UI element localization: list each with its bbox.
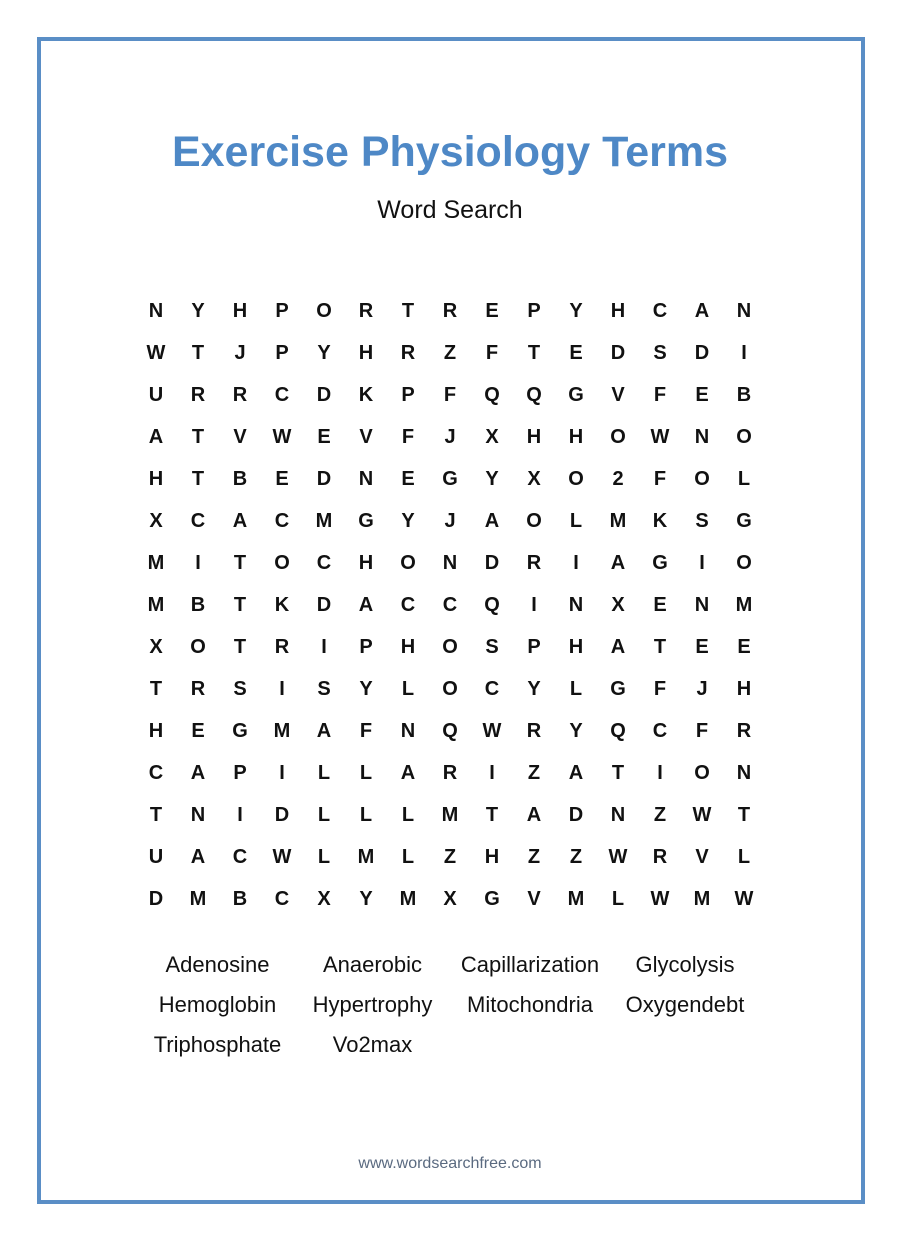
grid-letter: T bbox=[191, 425, 205, 448]
grid-letter: D bbox=[316, 593, 332, 616]
grid-letter: E bbox=[317, 425, 331, 448]
grid-letter: D bbox=[316, 383, 332, 406]
grid-letter: B bbox=[190, 593, 206, 616]
grid-letter: D bbox=[274, 803, 290, 826]
grid-letter: P bbox=[401, 383, 415, 406]
grid-letter: N bbox=[400, 719, 416, 742]
grid-letter: T bbox=[149, 803, 163, 826]
grid-letter: N bbox=[190, 803, 206, 826]
grid-letter: I bbox=[321, 635, 327, 658]
grid-letter: D bbox=[484, 551, 500, 574]
grid-letter: A bbox=[316, 719, 332, 742]
grid-letter: Y bbox=[359, 887, 373, 910]
grid-letter: T bbox=[191, 467, 205, 490]
grid-letter: V bbox=[527, 887, 541, 910]
grid-letter: I bbox=[489, 761, 495, 784]
grid-letter: L bbox=[359, 761, 373, 784]
grid-letter: G bbox=[610, 677, 626, 700]
grid-letter: H bbox=[568, 635, 584, 658]
grid-letter: R bbox=[526, 719, 542, 742]
grid-letter: F bbox=[485, 341, 499, 364]
grid-letter: S bbox=[695, 509, 709, 532]
grid-letter: C bbox=[652, 719, 668, 742]
grid-letter: T bbox=[401, 299, 415, 322]
grid-letter: N bbox=[568, 593, 584, 616]
grid-letter: E bbox=[569, 341, 583, 364]
grid-letter: G bbox=[652, 551, 668, 574]
grid-letter: L bbox=[401, 803, 415, 826]
letter-grid bbox=[135, 290, 765, 920]
grid-letter: A bbox=[190, 845, 206, 868]
grid-letter: M bbox=[147, 551, 165, 574]
grid-letter: Y bbox=[359, 677, 373, 700]
grid-letter: I bbox=[531, 593, 537, 616]
grid-letter: V bbox=[611, 383, 625, 406]
grid-letter: K bbox=[358, 383, 374, 406]
grid-letter: L bbox=[401, 677, 415, 700]
grid-letter: F bbox=[653, 677, 667, 700]
word-list-item: Vo2max bbox=[332, 1032, 413, 1057]
grid-letter: Q bbox=[442, 719, 458, 742]
grid-letter: A bbox=[484, 509, 500, 532]
grid-letter: O bbox=[610, 425, 626, 448]
word-list-row bbox=[140, 945, 760, 985]
grid-letter: Y bbox=[401, 509, 415, 532]
grid-letter: A bbox=[610, 551, 626, 574]
grid-letter: L bbox=[359, 803, 373, 826]
grid-letter: K bbox=[274, 593, 290, 616]
grid-letter: X bbox=[485, 425, 499, 448]
grid-letter: C bbox=[484, 677, 500, 700]
grid-letter: V bbox=[359, 425, 373, 448]
grid-letter: E bbox=[401, 467, 415, 490]
grid-letter: T bbox=[485, 803, 499, 826]
grid-letter: G bbox=[358, 509, 374, 532]
grid-letter: L bbox=[569, 509, 583, 532]
grid-letter: S bbox=[653, 341, 667, 364]
grid-letter: Y bbox=[569, 299, 583, 322]
word-list-item: Mitochondria bbox=[467, 992, 593, 1017]
grid-letter: H bbox=[736, 677, 752, 700]
grid-letter: E bbox=[695, 635, 709, 658]
grid-letter: E bbox=[653, 593, 667, 616]
grid-letter: Z bbox=[569, 845, 583, 868]
grid-letter: C bbox=[190, 509, 206, 532]
grid-letter: G bbox=[232, 719, 248, 742]
grid-letter: G bbox=[442, 467, 458, 490]
grid-letter: T bbox=[737, 803, 751, 826]
grid-letter: S bbox=[233, 677, 247, 700]
word-list-item: Triphosphate bbox=[153, 1032, 282, 1057]
grid-letter: H bbox=[568, 425, 584, 448]
grid-letter: W bbox=[482, 719, 502, 742]
grid-letter: B bbox=[232, 887, 248, 910]
grid-letter: M bbox=[735, 593, 753, 616]
grid-letter: Y bbox=[191, 299, 205, 322]
grid-letter: N bbox=[148, 299, 164, 322]
grid-letter: E bbox=[275, 467, 289, 490]
grid-letter: Z bbox=[653, 803, 667, 826]
grid-letter: I bbox=[279, 677, 285, 700]
grid-letter: R bbox=[190, 383, 206, 406]
grid-letter: U bbox=[148, 383, 164, 406]
grid-letter: H bbox=[358, 341, 374, 364]
grid-letter: Z bbox=[443, 845, 457, 868]
grid-letter: K bbox=[652, 509, 668, 532]
grid-letter: J bbox=[234, 341, 246, 364]
grid-letter: J bbox=[696, 677, 708, 700]
grid-letter: Y bbox=[317, 341, 331, 364]
grid-letter: H bbox=[148, 467, 164, 490]
grid-letter: X bbox=[611, 593, 625, 616]
grid-letter: M bbox=[693, 887, 711, 910]
grid-letter: O bbox=[526, 509, 542, 532]
grid-letter: Y bbox=[485, 467, 499, 490]
grid-letter: A bbox=[400, 761, 416, 784]
grid-letter: C bbox=[232, 845, 248, 868]
word-list-item: Anaerobic bbox=[322, 952, 423, 977]
grid-letter: G bbox=[736, 509, 752, 532]
grid-letter: L bbox=[737, 467, 751, 490]
grid-letter: P bbox=[275, 299, 289, 322]
grid-letter: I bbox=[195, 551, 201, 574]
grid-letter: D bbox=[148, 887, 164, 910]
grid-letter: L bbox=[317, 761, 331, 784]
grid-letter: H bbox=[526, 425, 542, 448]
grid-letter: M bbox=[399, 887, 417, 910]
grid-letter: F bbox=[401, 425, 415, 448]
grid-letter: F bbox=[443, 383, 457, 406]
grid-letter: V bbox=[233, 425, 247, 448]
grid-letter: Q bbox=[484, 383, 500, 406]
grid-letter: X bbox=[149, 509, 163, 532]
grid-letter: L bbox=[569, 677, 583, 700]
grid-letter: H bbox=[232, 299, 248, 322]
grid-letter: V bbox=[695, 845, 709, 868]
grid-letter: Z bbox=[527, 845, 541, 868]
grid-letter: N bbox=[358, 467, 374, 490]
grid-letter: P bbox=[359, 635, 373, 658]
grid-letter: N bbox=[736, 299, 752, 322]
grid-letter: L bbox=[401, 845, 415, 868]
grid-letter: H bbox=[610, 299, 626, 322]
grid-letter: I bbox=[237, 803, 243, 826]
grid-letter: R bbox=[232, 383, 248, 406]
grid-letter: P bbox=[233, 761, 247, 784]
grid-letter: W bbox=[692, 803, 712, 826]
grid-letter: T bbox=[527, 341, 541, 364]
grid-letter: N bbox=[442, 551, 458, 574]
grid-letter: H bbox=[484, 845, 500, 868]
grid-letter: R bbox=[442, 761, 458, 784]
grid-letter: O bbox=[190, 635, 206, 658]
grid-letter: O bbox=[568, 467, 584, 490]
grid-letter: C bbox=[400, 593, 416, 616]
grid-letter: T bbox=[653, 635, 667, 658]
grid-letter: W bbox=[734, 887, 754, 910]
grid-letter: M bbox=[609, 509, 627, 532]
grid-letter: M bbox=[567, 887, 585, 910]
grid-letter: F bbox=[653, 467, 667, 490]
grid-letter: A bbox=[610, 635, 626, 658]
grid-letter: M bbox=[147, 593, 165, 616]
grid-letter: N bbox=[610, 803, 626, 826]
grid-letter: A bbox=[190, 761, 206, 784]
word-list-item: Hypertrophy bbox=[312, 992, 433, 1017]
grid-letter: S bbox=[317, 677, 331, 700]
grid-letter: L bbox=[611, 887, 625, 910]
grid-letter: O bbox=[442, 635, 458, 658]
grid-letter: Q bbox=[610, 719, 626, 742]
grid-letter: D bbox=[694, 341, 710, 364]
grid-letter: G bbox=[484, 887, 500, 910]
grid-letter: D bbox=[568, 803, 584, 826]
grid-letter: I bbox=[657, 761, 663, 784]
grid-letter: H bbox=[148, 719, 164, 742]
grid-letter: M bbox=[315, 509, 333, 532]
grid-letter: A bbox=[526, 803, 542, 826]
grid-letter: F bbox=[695, 719, 709, 742]
page-title: Exercise Physiology Terms bbox=[171, 128, 729, 176]
grid-letter: 2 bbox=[612, 467, 624, 490]
grid-letter: X bbox=[149, 635, 163, 658]
grid-letter: M bbox=[189, 887, 207, 910]
grid-letter: M bbox=[441, 803, 459, 826]
word-list-item: Hemoglobin bbox=[158, 992, 277, 1017]
grid-letter: J bbox=[444, 425, 456, 448]
grid-letter: A bbox=[232, 509, 248, 532]
grid-letter: O bbox=[274, 551, 290, 574]
grid-letter: B bbox=[736, 383, 752, 406]
grid-letter: C bbox=[316, 551, 332, 574]
grid-letter: Q bbox=[484, 593, 500, 616]
grid-letter: L bbox=[737, 845, 751, 868]
grid-letter: X bbox=[317, 887, 331, 910]
grid-letter: C bbox=[274, 383, 290, 406]
grid-letter: R bbox=[358, 299, 374, 322]
footer-url: www.wordsearchfree.com bbox=[358, 1155, 542, 1172]
grid-letter: N bbox=[694, 425, 710, 448]
grid-letter: X bbox=[527, 467, 541, 490]
grid-letter: U bbox=[148, 845, 164, 868]
grid-letter: O bbox=[442, 677, 458, 700]
grid-letter: M bbox=[273, 719, 291, 742]
grid-letter: Y bbox=[527, 677, 541, 700]
grid-letter: P bbox=[527, 299, 541, 322]
grid-letter: D bbox=[316, 467, 332, 490]
grid-letter: C bbox=[274, 887, 290, 910]
grid-letter: O bbox=[316, 299, 332, 322]
grid-letter: R bbox=[274, 635, 290, 658]
grid-letter: C bbox=[148, 761, 164, 784]
grid-letter: I bbox=[279, 761, 285, 784]
grid-letter: D bbox=[610, 341, 626, 364]
grid-letter: W bbox=[272, 845, 292, 868]
grid-letter: Q bbox=[526, 383, 542, 406]
grid-letter: W bbox=[650, 425, 670, 448]
grid-letter: O bbox=[694, 761, 710, 784]
grid-letter: M bbox=[357, 845, 375, 868]
grid-letter: H bbox=[400, 635, 416, 658]
grid-letter: Y bbox=[569, 719, 583, 742]
grid-letter: A bbox=[694, 299, 710, 322]
word-list-row bbox=[140, 1025, 760, 1065]
word-list-row bbox=[140, 985, 760, 1025]
grid-letter: W bbox=[146, 341, 166, 364]
word-list-item: Adenosine bbox=[165, 952, 270, 977]
grid-letter: Z bbox=[443, 341, 457, 364]
grid-letter: P bbox=[527, 635, 541, 658]
grid-letter: J bbox=[444, 509, 456, 532]
grid-letter: T bbox=[233, 635, 247, 658]
grid-letter: T bbox=[149, 677, 163, 700]
grid-letter: I bbox=[699, 551, 705, 574]
grid-letter: T bbox=[233, 593, 247, 616]
page-subtitle: Word Search bbox=[377, 196, 523, 224]
grid-letter: R bbox=[400, 341, 416, 364]
grid-letter: P bbox=[275, 341, 289, 364]
grid-letter: T bbox=[611, 761, 625, 784]
grid-letter: O bbox=[736, 551, 752, 574]
grid-letter: O bbox=[736, 425, 752, 448]
word-list-item: Glycolysis bbox=[635, 952, 735, 977]
grid-letter: R bbox=[442, 299, 458, 322]
grid-letter: R bbox=[736, 719, 752, 742]
grid-letter: A bbox=[358, 593, 374, 616]
grid-letter: Z bbox=[527, 761, 541, 784]
grid-letter: R bbox=[652, 845, 668, 868]
grid-letter: C bbox=[442, 593, 458, 616]
word-list-item: Capillarization bbox=[460, 952, 600, 977]
grid-letter: R bbox=[526, 551, 542, 574]
grid-letter: W bbox=[650, 887, 670, 910]
grid-letter: E bbox=[695, 383, 709, 406]
word-list bbox=[140, 945, 760, 1065]
grid-letter: L bbox=[317, 845, 331, 868]
grid-letter: I bbox=[741, 341, 747, 364]
grid-letter: F bbox=[653, 383, 667, 406]
word-list-item: Oxygendebt bbox=[625, 992, 745, 1017]
grid-letter: E bbox=[191, 719, 205, 742]
grid-letter: L bbox=[317, 803, 331, 826]
grid-letter: A bbox=[148, 425, 164, 448]
grid-letter: B bbox=[232, 467, 248, 490]
grid-letter: C bbox=[274, 509, 290, 532]
grid-letter: S bbox=[485, 635, 499, 658]
grid-letter: I bbox=[573, 551, 579, 574]
grid-letter: F bbox=[359, 719, 373, 742]
grid-letter: R bbox=[190, 677, 206, 700]
grid-letter: X bbox=[443, 887, 457, 910]
grid-letter: H bbox=[358, 551, 374, 574]
grid-letter: T bbox=[233, 551, 247, 574]
grid-letter: T bbox=[191, 341, 205, 364]
grid-letter: W bbox=[272, 425, 292, 448]
grid-letter: O bbox=[694, 467, 710, 490]
grid-letter: E bbox=[737, 635, 751, 658]
grid-letter: O bbox=[400, 551, 416, 574]
grid-letter: C bbox=[652, 299, 668, 322]
grid-letter: W bbox=[608, 845, 628, 868]
grid-letter: A bbox=[568, 761, 584, 784]
grid-letter: E bbox=[485, 299, 499, 322]
grid-letter: N bbox=[694, 593, 710, 616]
grid-letter: N bbox=[736, 761, 752, 784]
grid-letter: G bbox=[568, 383, 584, 406]
